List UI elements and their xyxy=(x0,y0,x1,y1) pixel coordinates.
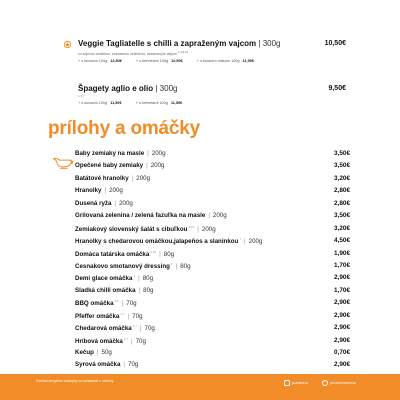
section-title: prílohy a omáčky xyxy=(48,118,201,139)
dish-extras: + s kuracím 100g 12,50€ + s krevetami 100g 12,50€ + s kuracím mäsom 100g 11,50€ xyxy=(78,59,254,63)
list-item: Demi glace omáčka$^1$ | 80g 2,90€ xyxy=(75,274,350,283)
dish-title: Veggie Tagliatelle s chilli a zapraženým vajcom | 300g xyxy=(78,39,281,48)
dish-spagety-aglio xyxy=(78,84,348,94)
list-item: Cesnakovo smotanový dressing$^7$ | 80g 1,70€ xyxy=(75,261,350,270)
dish-extras: + s kuracím 100g 11,50€ + s krevetami 100g 11,50€ xyxy=(78,101,183,105)
footer-bar xyxy=(0,374,400,400)
list-item: Pfeffer omáčka$^{1,7}$ | 70g 2,90€ xyxy=(75,311,350,320)
dish-weight: 300g xyxy=(159,84,178,93)
instagram-link[interactable]: pizzerino xyxy=(284,380,308,386)
dish-title: Špagety aglio e olio | 300g xyxy=(78,84,178,93)
allergen-codes: 1,3,6,11 xyxy=(178,50,188,54)
list-item: Dusená ryža | 200g 2,80€ xyxy=(75,199,350,207)
dish-description: so sójovou omáčkou, zmrazenou zeleninou, sezamovým olejom $^{1,3,6,11}$ xyxy=(78,50,188,57)
list-item: Baby zemiaky na masle | 200g 3,50€ xyxy=(75,150,350,157)
list-item: BBQ omáčka$^{1,6}$ | 70g 2,90€ xyxy=(75,299,350,308)
list-item: Kečup | 50g 0,70€ xyxy=(75,349,350,356)
facebook-icon xyxy=(322,380,328,386)
dish-price: 9,50€ xyxy=(328,85,346,92)
dish-name: Veggie Tagliatelle s chilli a zapraženým vajcom xyxy=(78,39,257,48)
list-item: Hríbová omáčka$^{1,7}$ | 70g 2,90€ xyxy=(75,336,350,345)
dish-price: 10,50€ xyxy=(324,40,346,47)
allergen-codes: 1,3,7 xyxy=(78,94,85,98)
list-item: Zemiakový slovenský šalát s cibuľkou$^{3,10}$ | 200g 3,20€ xyxy=(75,224,350,233)
footer-legal: Prehľad alergénov dostupný na vyžiadanie u obsluhy. xyxy=(36,379,115,383)
list-item: Domáca tatárska omáčka$^{3,10}$ | 80g 1,90€ xyxy=(75,249,350,258)
facebook-link[interactable]: pizzerinomenu xyxy=(322,380,356,386)
list-item: Sladká chilli omáčka | 80g 1,70€ xyxy=(75,286,350,294)
list-item: Hranolky s chedarovou omáčkou,jalapeňos a slaninkou$^7$ | 200g 4,50€ xyxy=(75,237,350,246)
list-item: Syrová omáčka | 70g 2,90€ xyxy=(75,361,350,369)
dish-name: Špagety aglio e olio xyxy=(78,84,154,93)
dish-veggie-tagliatelle xyxy=(78,39,348,57)
list-item: Chedarová omáčka$^{1,7}$ | 70g 2,90€ xyxy=(75,324,350,333)
list-item: Batátové hranolky | 200g 3,20€ xyxy=(75,174,350,182)
list-item: Hranolky | 200g 2,80€ xyxy=(75,187,350,195)
list-item: Grilovaná zelenina / zelená fazuľka na masle | 200g 3,50€ xyxy=(75,212,350,220)
vegetarian-icon xyxy=(63,40,72,49)
instagram-icon xyxy=(284,380,290,386)
gravy-boat-icon xyxy=(52,150,74,172)
dish-weight: 300g xyxy=(262,39,281,48)
list-item: Opečené baby zemiaky | 200g 3,50€ xyxy=(75,162,350,170)
sides-list xyxy=(75,150,350,374)
